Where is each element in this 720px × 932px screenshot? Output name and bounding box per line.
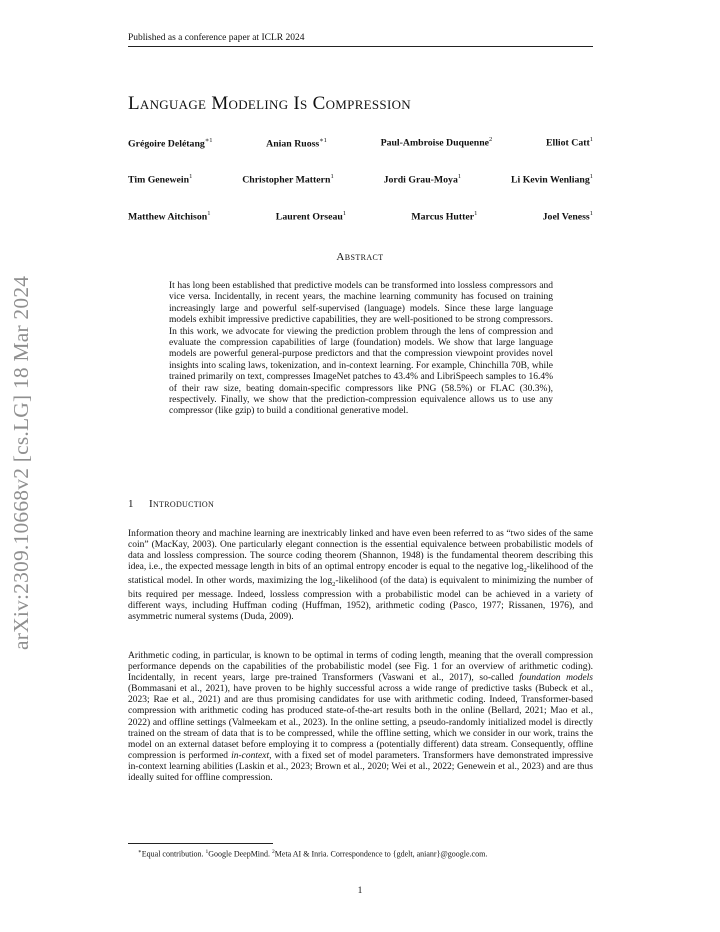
paper-title: Language Modeling Is Compression: [128, 93, 411, 114]
intro-paragraph: Arithmetic coding, in particular, is known to be optimal in terms of coding length, meaning that the overall compression performance depends on the capabilities of the probabilistic model (see Fig. 1 for an overview of arithmetic coding). Incidentally, in recent years, large pre-trained Transformers (Vaswani et al., 2017), so-called foundation models (Bommasani et al., 2021), have proven to be highly successful across a wide range of predictive tasks (Bubeck et al., 2023; Rae et al., 2021) and are thus promising candidates for use with arithmetic coding. Indeed, Transformer-based compression with arithmetic coding has produced state-of-the-art results both in the online (Bellard, 2021; Mao et al., 2022) and offline settings (Valmeekam et al., 2023). In the online setting, a pseudo-randomly initialized model is directly trained on the stream of data that is to be compressed, while the offline setting, which we consider in our work, trains the model on an external dataset before employing it to compress a (potentially different) data stream. Consequently, offline compression is performed in-context, with a fixed set of model parameters. Transformers have demonstrated impressive in-context learning abilities (Laskin et al., 2023; Brown et al., 2020; Wei et al., 2022; Genewein et al., 2023) and are thus ideally suited for offline compression.: [128, 651, 594, 784]
section-number: 1: [128, 498, 134, 510]
author: Paul-Ambroise Duquenne$^2$: [380, 136, 493, 149]
running-header: Published as a conference paper at ICLR 2024: [128, 33, 593, 47]
author: Anian Ruoss$^{∗1}$: [266, 136, 327, 150]
author-row: [128, 198, 593, 235]
author-row: [128, 161, 593, 198]
arxiv-stamp: arXiv:2309.10668v2 [cs.LG] 18 Mar 2024: [9, 275, 33, 650]
author: Matthew Aitchison$^1$: [128, 210, 211, 223]
author: Christopher Mattern$^1$: [242, 173, 334, 186]
author: Elliot Catt$^1$: [545, 136, 593, 149]
section-title: Introduction: [149, 498, 215, 510]
author: Li Kevin Wenliang$^1$: [510, 173, 593, 186]
author: Grégoire Delétang$^{∗1}$: [128, 136, 213, 150]
author: Laurent Orseau$^1$: [275, 210, 347, 223]
section-heading: [128, 498, 214, 510]
abstract-heading: Abstract: [336, 251, 384, 263]
author: Joel Veness$^1$: [542, 210, 593, 223]
footnote-divider: [128, 843, 273, 844]
abstract-text: It has long been established that predictive models can be transformed into lossless compressors and vice versa. Incidentally, in recent years, the machine learning community has focused on training increasingly large and powerful self-supervised (language) models. Since these large language models exhibit impressive predictive capabilities, they are well-positioned to be strong compressors. In this work, we advocate for viewing the prediction problem through the lens of compression and evaluate the compression capabilities of large (foundation) models. We show that large language models are powerful general-purpose predictors and that the compression viewpoint provides novel insights into scaling laws, tokenization, and in-context learning. For example, Chinchilla 70B, while trained primarily on text, compresses ImageNet patches to 43.4% and LibriSpeech samples to 16.4% of their raw size, beating domain-specific compressors like PNG (58.5%) or FLAC (30.3%), respectively. Finally, we show that the prediction-compression equivalence allows us to use any compressor (like gzip) to build a conditional generative model.: [169, 281, 553, 417]
author-list: [128, 124, 593, 235]
author: Tim Genewein$^1$: [128, 173, 193, 186]
intro-paragraph: Information theory and machine learning are inextricably linked and have even been referred to as “two sides of the same coin” (MacKay, 2003). One particularly elegant connection is the essential equivalence between probabilistic models of data and lossless compression. The source coding theorem (Shannon, 1948) is the fundamental theorem describing this idea, i.e., the expected message length in bits of an optimal entropy encoder is equal to the negative $\log_2$-likelihood of the statistical model. In other words, maximizing the $\log_2$-likelihood (of the data) is equivalent to minimizing the number of bits required per message. Indeed, lossless compression with a probabilistic model can be achieved in a variety of different ways, including Huffman coding (Huffman, 1952), arithmetic coding (Pasco, 1977; Rissanen, 1976), and asymmetric numeral systems (Duda, 2009).: [128, 529, 593, 623]
author: Marcus Hutter$^1$: [411, 210, 478, 223]
footnote: ∗Equal contribution. $^1$Google DeepMind. $^2$Meta AI & Inria. Correspondence to {gdelt, anianr}@google.com.: [138, 849, 488, 859]
page-number: 1: [357, 886, 363, 896]
author: Jordi Grau-Moya$^1$: [383, 173, 462, 186]
author-row: [128, 124, 593, 161]
